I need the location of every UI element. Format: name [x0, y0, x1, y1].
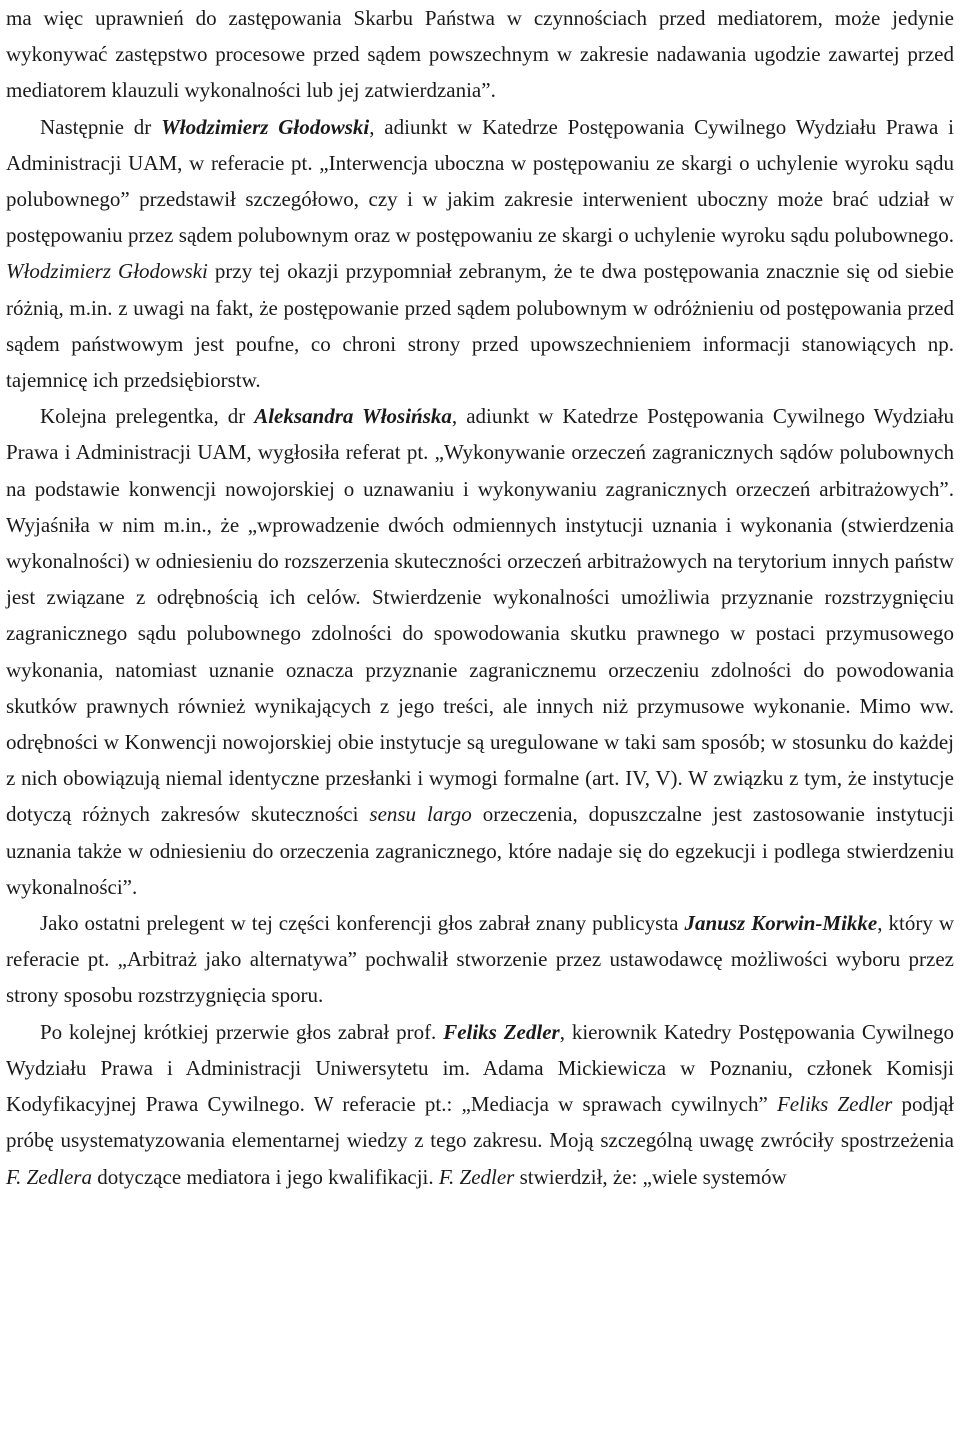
text-run: , który w referacie pt. „Arbitraż jako alternatywa” pochwalił stworzenie przez ustawodawcę możliwości wyboru przez strony sposobu rozstrzygnięcia sporu.	[6, 911, 954, 1008]
text-run: dotyczące mediatora i jego kwalifikacji.	[91, 1164, 439, 1189]
text-run: przy tej okazji przypomniał zebranym, że te dwa postępowania znacznie się od siebie różnią, m.in. z uwagi na fakt, że postępowanie przed sądem polubownym w odróżnieniu od postępowania przed sądem państwowym jest poufne, co chroni strony przed upowszechnieniem informacji stanowiących np. tajemnicę ich przedsiębiorstw.	[6, 259, 955, 393]
speaker-name-reference: Włodzimierz Głodowski	[6, 259, 208, 284]
speaker-name-reference: F. Zedlera	[6, 1164, 92, 1189]
speaker-name: Włodzimierz Głodowski	[161, 114, 370, 139]
text-run: Po kolejnej krótkiej przerwie głos zabrał prof.	[40, 1019, 444, 1044]
text-run: ma więc uprawnień do zastępowania Skarbu Państwa w czynnościach przed mediatorem, może jedynie wykonywać zastępstwo procesowe przed sądem powszechnym w zakresie nadawania ugodzie zawartej przed mediatorem klauzuli wykonalności lub jej zatwierdzania”.	[6, 6, 954, 103]
text-run: podjął próbę usystematyzowania elementarnej wiedzy z tego zakresu. Moją szczególną uwagę zwróciły spostrzeżenia	[6, 1092, 954, 1153]
text-run: stwierdził, że: „wiele systemów	[514, 1164, 787, 1189]
paragraph-korwin-mikke	[6, 905, 954, 1014]
speaker-name: Janusz Korwin-Mikke	[684, 911, 878, 936]
paragraph-zedler	[6, 1014, 954, 1195]
paragraph-mediator-continuation	[6, 0, 954, 109]
text-run: Jako ostatni prelegent w tej części konferencji głos zabrał znany publicysta	[40, 911, 685, 936]
text-run: , adiunkt w Katedrze Postępowania Cywilnego Wydziału Prawa i Administracji UAM, wygłosiła referat pt. „Wykonywanie orzeczeń zagranicznych sądów polubownych na podstawie konwencji nowojorskiej o uznawaniu i wykonywaniu zagranicznych orzeczeń arbitrażowych”. Wyjaśniła w nim m.in., że „wprowadzenie dwóch odmiennych instytucji uznania i wykonania (stwierdzenia wykonalności) w odniesieniu do rozszerzenia skuteczności orzeczeń arbitrażowych na terytorium innych państw jest związane z odrębnością ich celów. Stwierdzenie wykonalności umożliwia przyznanie rozstrzygnięciu zagranicznego sądu polubownego zdolności do spowodowania skutku prawnego w postaci przymusowego wykonania, natomiast uznanie oznacza przyznanie zagranicznemu orzeczeniu zdolności do powodowania skutków prawnych również wynikających z jego treści, ale innych niż przymusowe wykonanie. Mimo ww. odrębności w Konwencji nowojorskiej obie instytucje są uregulowane w taki sam sposób; w stosunku do każdej z nich obowiązują niemal identyczne przesłanki i wymogi formalne (art. IV, V). W związku z tym, że instytucje dotyczą różnych zakresów skuteczności	[6, 404, 955, 827]
latin-phrase: sensu largo	[369, 802, 472, 827]
paragraph-glodowski	[6, 109, 954, 399]
speaker-name-reference: Feliks Zedler	[776, 1092, 893, 1117]
speaker-name: Feliks Zedler	[443, 1019, 560, 1044]
paragraph-wlosinska	[6, 398, 954, 905]
text-run: , kierownik Katedry Postępowania Cywilnego Wydziału Prawa i Administracji Uniwersytetu im. Adama Mickiewicza w Poznaniu, członek Komisji Kodyfikacyjnej Prawa Cywilnego. W referacie pt.: „Mediacja w sprawach cywilnych”	[6, 1019, 955, 1117]
text-run: Następnie dr	[40, 114, 162, 139]
text-run: orzeczenia, dopuszczalne jest zastosowanie instytucji uznania także w odniesieniu do orzeczenia zagranicznego, które nadaje się do egzekucji i podlega stwierdzeniu wykonalności”.	[6, 802, 954, 899]
speaker-name-reference: F. Zedler	[438, 1164, 515, 1189]
speaker-name: Aleksandra Włosińska	[254, 404, 452, 429]
text-run: , adiunkt w Katedrze Postępowania Cywilnego Wydziału Prawa i Administracji UAM, w referacie pt. „Interwencja uboczna w postępowaniu ze skargi o uchylenie wyroku sądu polubownego” przedstawił szczegółowo, czy i w jakim zakresie interwenient uboczny może brać udział w postępowaniu przez sądem polubownym oraz w postępowaniu ze skargi o uchylenie wyroku sądu polubownego.	[6, 114, 954, 248]
text-run: Kolejna prelegentka, dr	[40, 404, 255, 429]
